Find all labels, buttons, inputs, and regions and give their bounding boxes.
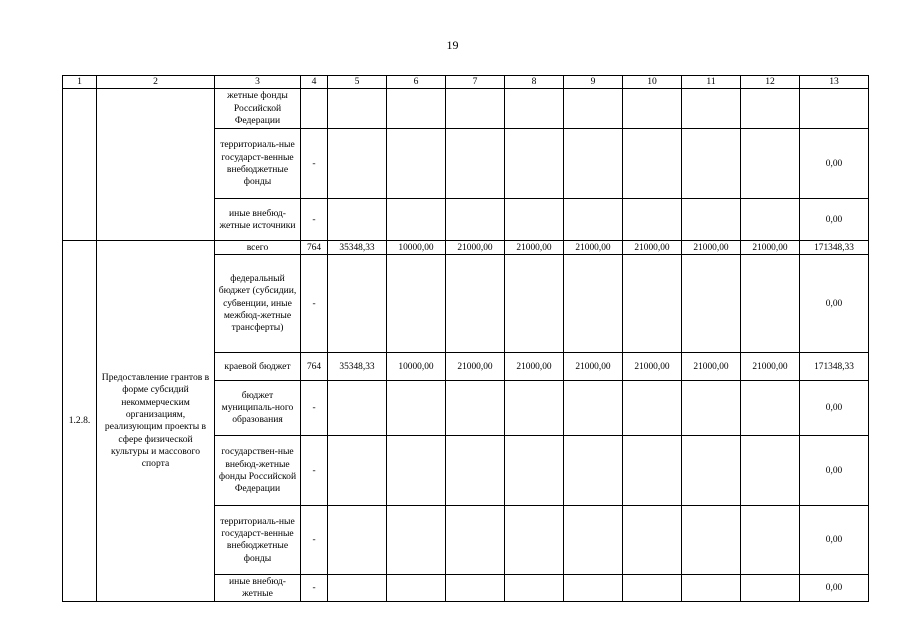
cell: 21000,00 (446, 353, 505, 381)
total-cell: 0,00 (800, 575, 869, 602)
column-header: 3 (215, 76, 301, 89)
funding-source: бюджет муниципаль-ного образования (215, 381, 301, 436)
cell: - (301, 199, 328, 241)
total-cell: 171348,33 (800, 241, 869, 255)
total-cell: 0,00 (800, 199, 869, 241)
page-number: 19 (446, 38, 459, 52)
table-row (63, 89, 869, 129)
cell: 35348,33 (328, 241, 387, 255)
cell: 35348,33 (328, 353, 387, 381)
cell: - (301, 381, 328, 436)
item-name: Предоставление грантов в форме субсидий некоммерческим организациям, реализующим проекты в сфере физической культуры и массового спорта (97, 241, 215, 602)
column-header: 9 (564, 76, 623, 89)
cell: 21000,00 (623, 241, 682, 255)
cell (301, 89, 328, 129)
item-number: 1.2.8. (63, 241, 97, 602)
cell: 10000,00 (387, 353, 446, 381)
cell: - (301, 506, 328, 575)
funding-source: иные внебюд-жетные (215, 575, 301, 602)
funding-source: всего (215, 241, 301, 255)
total-cell: 0,00 (800, 129, 869, 199)
total-cell: 0,00 (800, 381, 869, 436)
cell: - (301, 436, 328, 506)
cell: 21000,00 (505, 241, 564, 255)
column-header: 5 (328, 76, 387, 89)
cell: 21000,00 (741, 241, 800, 255)
cell: 21000,00 (623, 353, 682, 381)
column-header: 1 (63, 76, 97, 89)
cell: - (301, 575, 328, 602)
funding-source: федеральный бюджет (субсидии, субвенции, иные межбюд-жетные трансферты) (215, 255, 301, 353)
column-header: 7 (446, 76, 505, 89)
funding-source: иные внебюд-жетные источники (215, 199, 301, 241)
cell: 21000,00 (741, 353, 800, 381)
cell: 21000,00 (564, 353, 623, 381)
total-cell: 0,00 (800, 255, 869, 353)
funding-source: жетные фонды Российской Федерации (215, 89, 301, 129)
cell: - (301, 255, 328, 353)
cell: - (301, 129, 328, 199)
column-header: 8 (505, 76, 564, 89)
funding-source: территориаль-ные государст-венные внебюджетные фонды (215, 129, 301, 199)
total-cell: 171348,33 (800, 353, 869, 381)
cell: 21000,00 (682, 241, 741, 255)
column-header: 2 (97, 76, 215, 89)
column-header: 10 (623, 76, 682, 89)
column-header: 13 (800, 76, 869, 89)
cell: 10000,00 (387, 241, 446, 255)
total-cell: 0,00 (800, 436, 869, 506)
empty-cell (97, 89, 215, 241)
cell: 764 (301, 353, 328, 381)
column-header: 6 (387, 76, 446, 89)
funding-source: краевой бюджет (215, 353, 301, 381)
total-cell (800, 89, 869, 129)
column-header: 12 (741, 76, 800, 89)
budget-table (62, 75, 869, 602)
cell: 21000,00 (505, 353, 564, 381)
total-cell: 0,00 (800, 506, 869, 575)
column-header: 4 (301, 76, 328, 89)
empty-cell (63, 89, 97, 241)
funding-source: территориаль-ные государст-венные внебюджетные фонды (215, 506, 301, 575)
column-header-row (63, 76, 869, 89)
cell: 21000,00 (446, 241, 505, 255)
funding-source: государствен-ные внебюд-жетные фонды Российской Федерации (215, 436, 301, 506)
cell: 21000,00 (682, 353, 741, 381)
column-header: 11 (682, 76, 741, 89)
cell: 764 (301, 241, 328, 255)
table-row (63, 241, 869, 255)
cell: 21000,00 (564, 241, 623, 255)
